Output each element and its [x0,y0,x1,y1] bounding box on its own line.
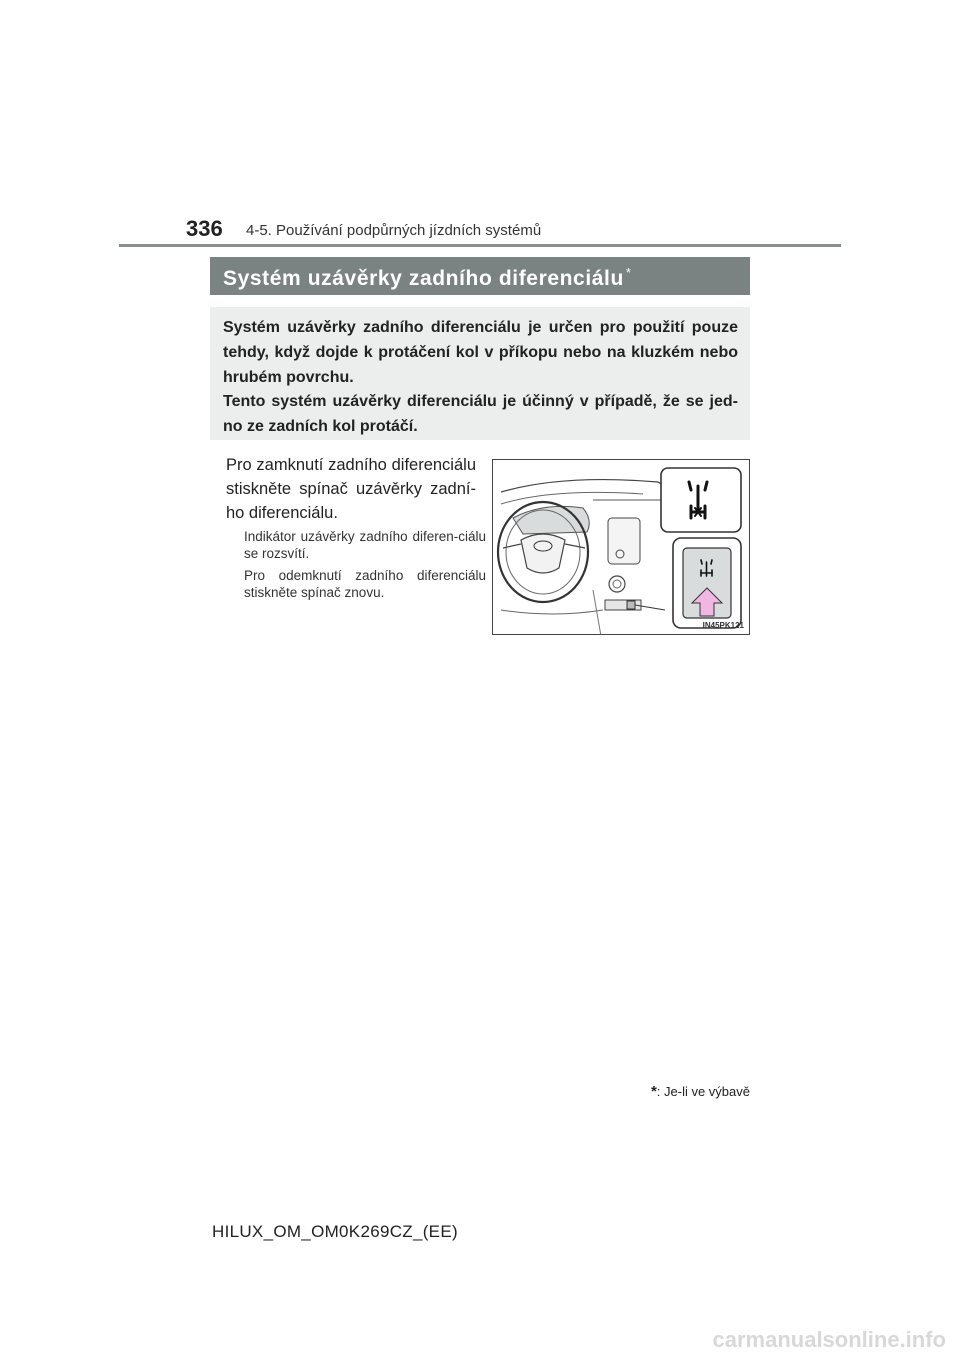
vent-icon [609,576,625,592]
switch-target [627,601,635,609]
lower-dash-line [501,610,603,614]
body-main-text: Pro zamknutí zadního diferenciálu stiskněte spínač uzávěrky zadní-ho diferenciálu. [226,456,476,522]
section-star: * [625,265,632,280]
vent-inner [613,580,621,588]
footer-code: HILUX_OM_OM0K269CZ_(EE) [212,1222,458,1241]
header-rule [119,244,841,247]
indicator-inset [661,468,741,532]
door-line [593,590,601,635]
body-sub-text-2: Pro odemknutí zadního diferenciálu stiskněte spínač znovu. [244,568,486,600]
page-number: 336 [186,216,223,241]
intro-box [210,307,750,440]
watermark: carmanualsonline.info [712,1327,946,1352]
intro-paragraph-2: Tento systém uzávěrky diferenciálu je účinný v případě, že se jed-no ze zadních kol protáčí. [223,393,738,435]
footnote-star: * [650,1083,657,1100]
center-screen [608,518,640,564]
section-title [223,265,632,291]
dashboard-figure [492,459,750,635]
steering-hub [521,534,565,573]
intro-paragraph-1: Systém uzávěrky zadního diferenciálu je určen pro použití pouze tehdy, když dojde k protáčení kol v příkopu nebo na kluzkém nebo hrubém povrchu. [223,319,738,386]
figure-code: IN45PK121 [702,621,744,630]
body-sub-text-1: Indikátor uzávěrky zadního diferen-ciálu se rozsvítí. [244,529,486,561]
chapter-title: 4-5. Používání podpůrných jízdních systémů [246,222,542,239]
dashboard-illustration [493,460,750,635]
footnote [651,1083,750,1100]
section-bar [210,257,750,295]
footnote-text: : Je-li ve výbavě [656,1084,750,1099]
section-title-text: Systém uzávěrky zadního diferenciálu [223,267,624,290]
dashboard-line [501,480,671,492]
dashboard-line-2 [501,492,643,504]
